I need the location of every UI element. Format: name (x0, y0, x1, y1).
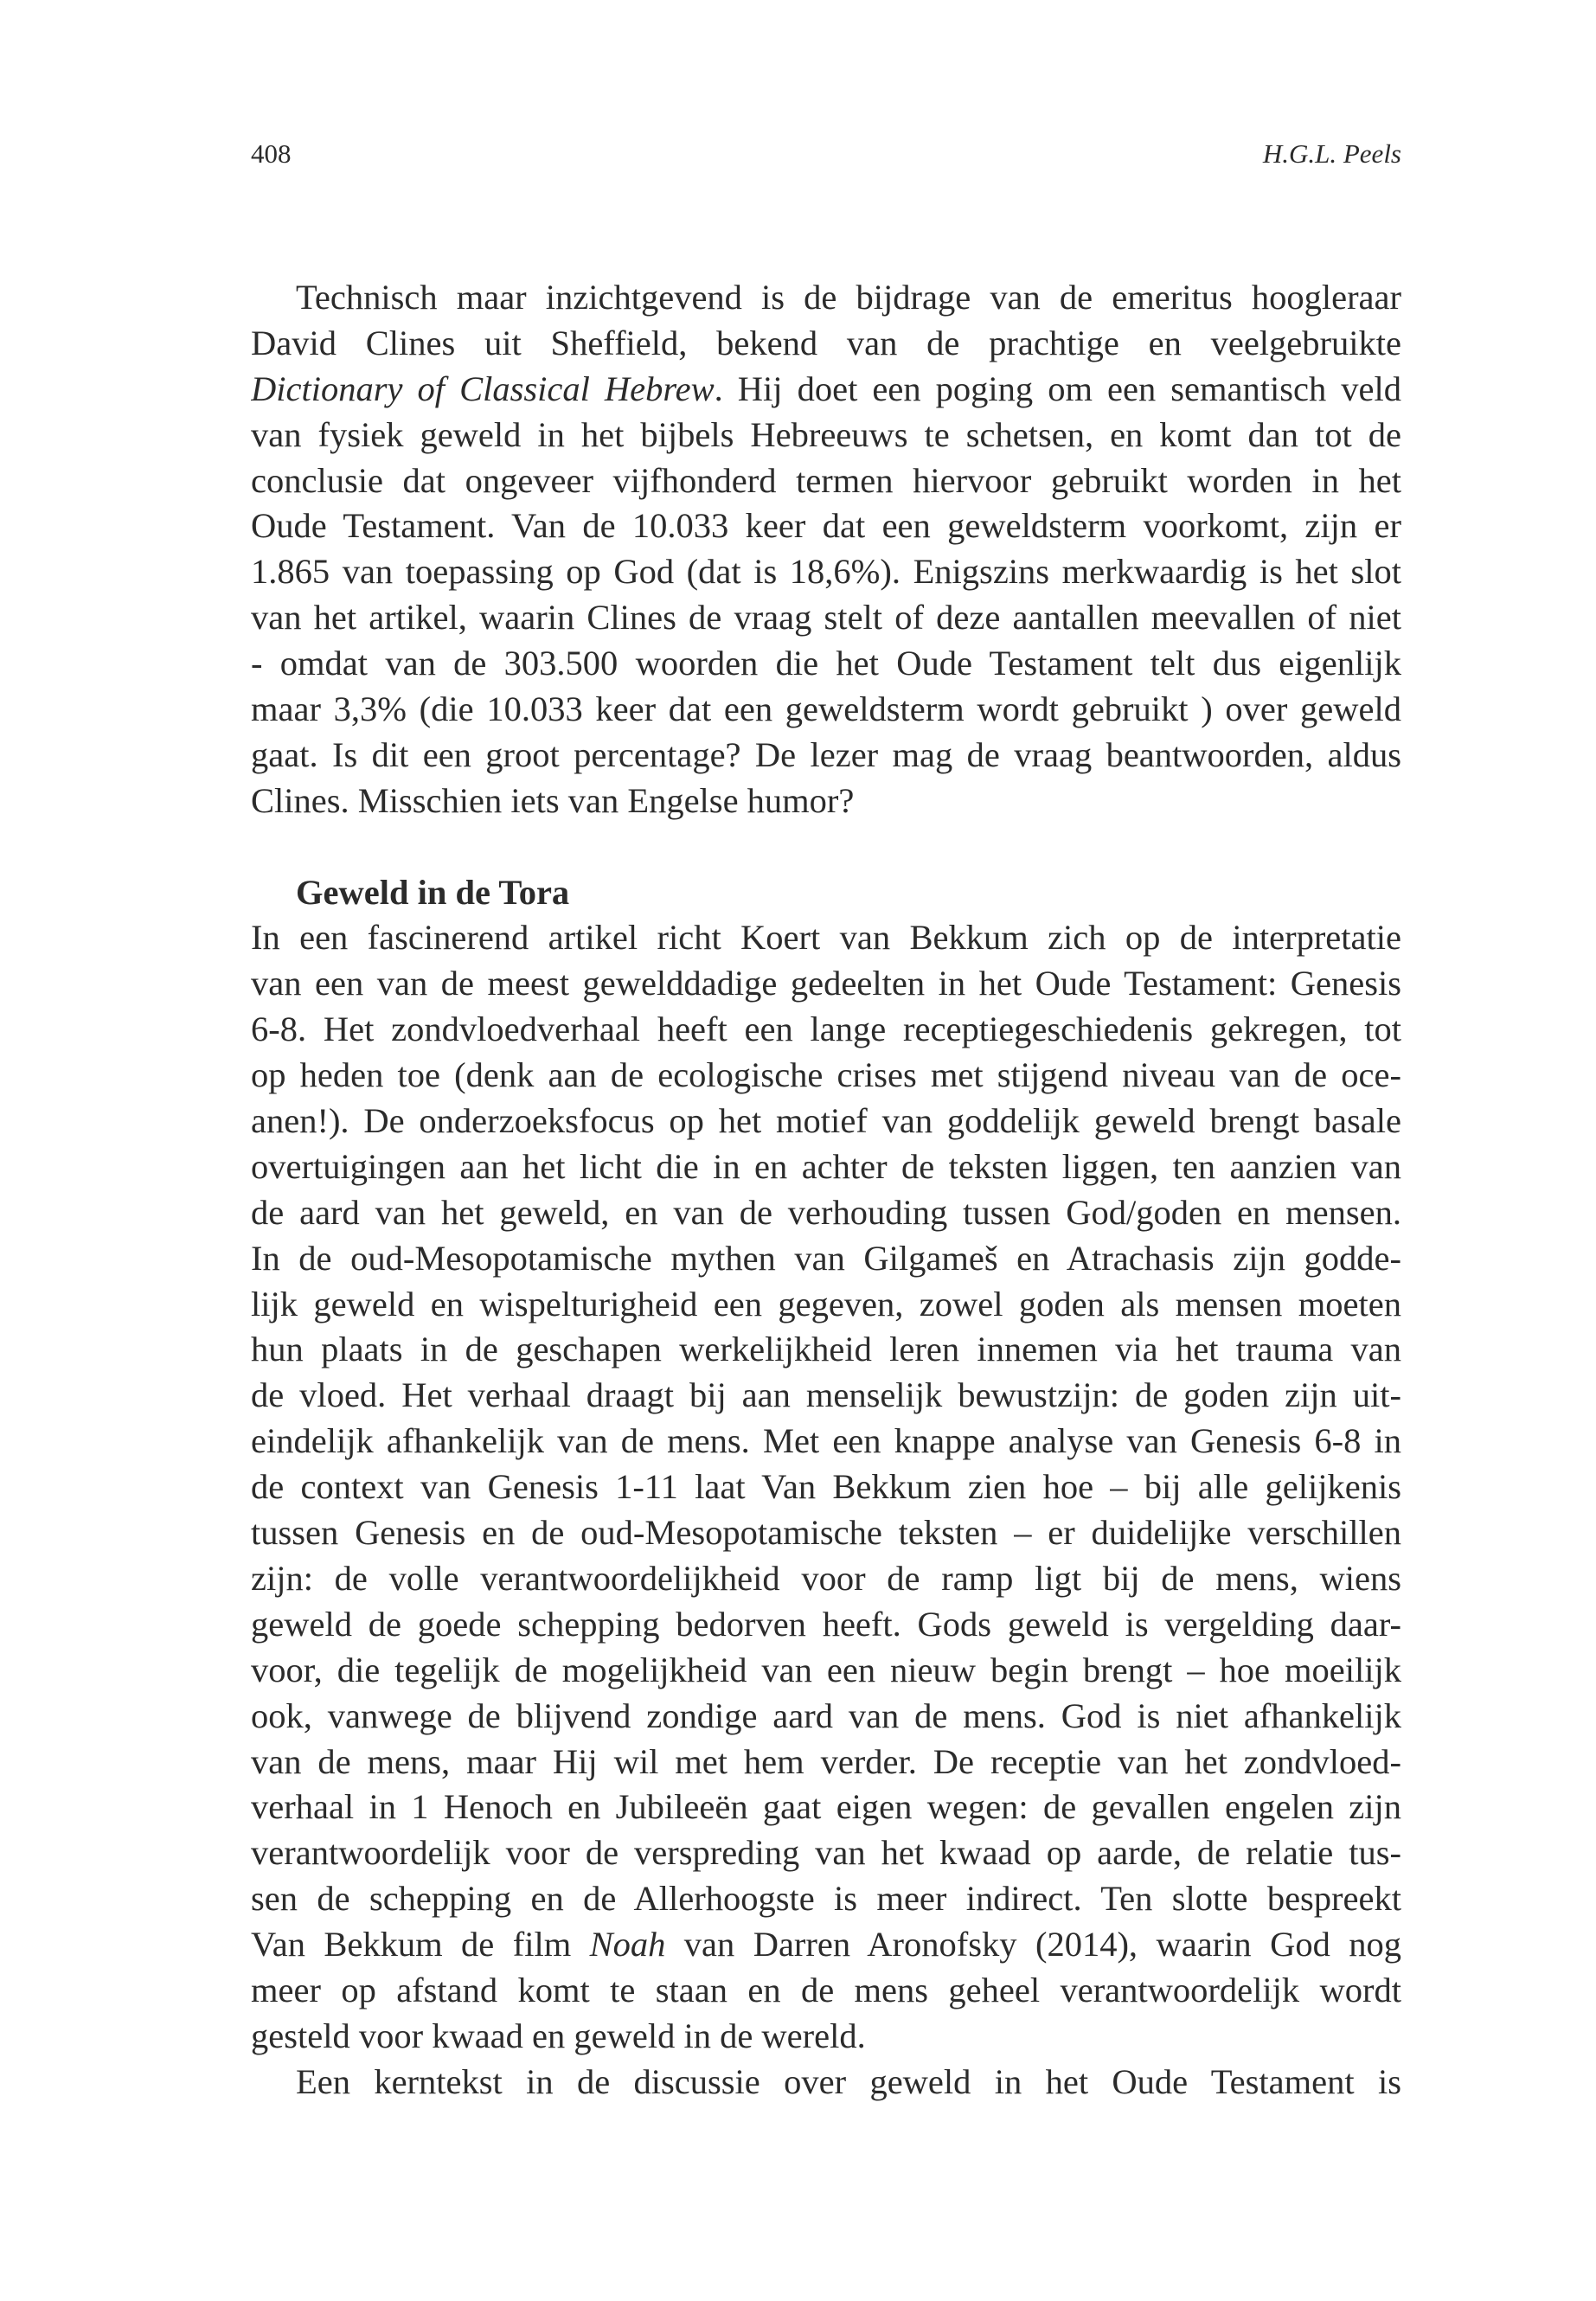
paragraph-2-line: 6-8. Het zondvloedverhaal heeft een lange receptiegeschiedenis gekregen, tot (251, 1009, 1401, 1049)
paragraph-1-line: 1.865 van toepassing op God (dat is 18,6%). Enigszins merkwaardig is het slot (251, 552, 1401, 592)
section-spacer (251, 824, 1401, 870)
paragraph-1-line: Oude Testament. Van de 10.033 keer dat een geweldsterm voorkomt, zijn er (251, 506, 1401, 546)
paragraph-2-line: geweld de goede schepping bedorven heeft. Gods geweld is vergelding daar- (251, 1604, 1401, 1644)
paragraph-1-line: - omdat van de 303.500 woorden die het Oude Testament telt dus eigenlijk (251, 644, 1401, 683)
paragraph-1-line: Clines. Misschien iets van Engelse humor? (251, 780, 855, 820)
paragraph-3-line: Een kerntekst in de discussie over geweld in het Oude Testament is (296, 2061, 1401, 2101)
paragraph-2-line: de vloed. Het verhaal draagt bij aan menselijk bewustzijn: de goden zijn uit- (251, 1375, 1401, 1415)
paragraph-2-line: voor, die tegelijk de mogelijkheid van een nieuw begin brengt – hoe moeilijk (251, 1650, 1401, 1689)
paragraph-2-line: anen!). De onderzoeksfocus op het motief van goddelijk geweld brengt basale (251, 1101, 1401, 1141)
paragraph-2-line: de context van Genesis 1-11 laat Van Bekkum zien hoe – bij alle gelijkenis (251, 1467, 1401, 1507)
paragraph-1-line: David Clines uit Sheffield, bekend van de prachtige en veelgebruikte (251, 323, 1401, 362)
paragraph-2-line-text: van Darren Aronofsky (2014), waarin God nog (665, 1925, 1401, 1965)
paragraph-2-line: meer op afstand komt te staan en de mens geheel verantwoordelijk wordt (251, 1970, 1401, 2009)
paragraph-1-line: Technisch maar inzichtgevend is de bijdrage van de emeritus hoogleraar (296, 278, 1401, 317)
paragraph-2-line: sen de schepping en de Allerhoogste is meer indirect. Ten slotte bespreekt (251, 1879, 1401, 1919)
paragraph-2-line-text: Van Bekkum de film (251, 1925, 590, 1965)
paragraph-2-line: tussen Genesis en de oud-Mesopotamische teksten – er duidelijke verschillen (251, 1513, 1401, 1553)
paragraph-2-line: In een fascinerend artikel richt Koert van Bekkum zich op de interpretatie (251, 918, 1401, 958)
paragraph-2-line: van een van de meest gewelddadige gedeelten in het Oude Testament: Genesis (251, 964, 1401, 1003)
paragraph-2-line: lijk geweld en wispelturigheid een gegeven, zowel goden als mensen moeten (251, 1284, 1401, 1324)
running-head (251, 137, 1401, 171)
paragraph-1-line: van fysiek geweld in het bijbels Hebreeuws te schetsen, en komt dan tot de (251, 414, 1401, 454)
paragraph-2-line: op heden toe (denk aan de ecologische crises met stijgend niveau van de oce- (251, 1055, 1401, 1095)
paragraph-2-line: eindelijk afhankelijk van de mens. Met een knappe analyse van Genesis 6-8 in (251, 1421, 1401, 1461)
paragraph-2-line: overtuigingen aan het licht die in en achter de teksten liggen, ten aanzien van (251, 1146, 1401, 1186)
paragraph-2-line: zijn: de volle verantwoordelijkheid voor de ramp ligt bij de mens, wiens (251, 1558, 1401, 1598)
page-number: 408 (251, 138, 292, 169)
body-text (251, 275, 1401, 2106)
paragraph-2-line: In de oud-Mesopotamische mythen van Gilgameš en Atrachasis zijn godde- (251, 1238, 1401, 1278)
paragraph-1-line-text: . Hij doet een poging om een semantisch veld (714, 369, 1401, 408)
paragraph-2-line: van de mens, maar Hij wil met hem verder. De receptie van het zondvloed- (251, 1741, 1401, 1781)
paragraph-2-line: verantwoordelijk voor de verspreding van het kwaad op aarde, de relatie tus- (251, 1833, 1401, 1873)
section-heading: Geweld in de Tora (296, 872, 570, 912)
paragraph-2-line: hun plaats in de geschapen werkelijkheid leren innemen via het trauma van (251, 1330, 1401, 1369)
paragraph-1-line (251, 367, 1401, 413)
paragraph-2-line: verhaal in 1 Henoch en Jubileeën gaat eigen wegen: de gevallen engelen zijn (251, 1787, 1401, 1827)
paragraph-1-line: conclusie dat ongeveer vijfhonderd termen hiervoor gebruikt worden in het (251, 460, 1401, 500)
paragraph-1-line: van het artikel, waarin Clines de vraag stelt of deze aantallen meevallen of niet (251, 598, 1401, 638)
running-head-author: H.G.L. Peels (1262, 138, 1401, 169)
paragraph-1-line: maar 3,3% (die 10.033 keer dat een geweldsterm wordt gebruikt ) over geweld (251, 689, 1401, 729)
paragraph-1-line: gaat. Is dit een groot percentage? De lezer mag de vraag beantwoorden, aldus (251, 734, 1401, 774)
paragraph-2-line (251, 1922, 1401, 1968)
film-title: Noah (589, 1925, 666, 1965)
book-title: Dictionary of Classical Hebrew (251, 369, 715, 408)
paragraph-2-line: gesteld voor kwaad en geweld in de wereld. (251, 2016, 866, 2055)
paragraph-2-line: de aard van het geweld, en van de verhouding tussen God/goden en mensen. (251, 1192, 1401, 1232)
paragraph-2-line: ook, vanwege de blijvend zondige aard van de mens. God is niet afhankelijk (251, 1695, 1401, 1735)
